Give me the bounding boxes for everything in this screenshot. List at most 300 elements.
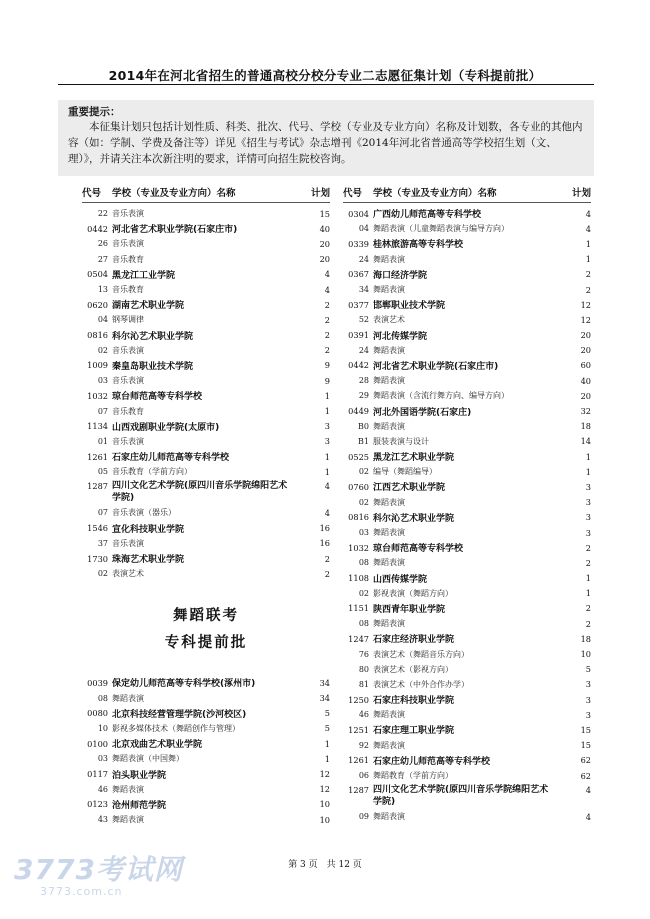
header-code: 代号 bbox=[82, 188, 102, 199]
major-row bbox=[343, 282, 591, 297]
name-cell: 舞蹈表演 bbox=[373, 421, 405, 431]
code-cell: 07 bbox=[97, 508, 108, 518]
name-cell: 舞蹈表演（含流行舞方向、编导方向） bbox=[373, 391, 509, 401]
name-cell: 河北传媒学院 bbox=[373, 331, 428, 342]
name-cell: 音乐表演（器乐） bbox=[112, 508, 176, 518]
name-cell: 音乐教育 bbox=[112, 254, 144, 264]
section-title-dance-exam: 舞蹈联考 bbox=[173, 608, 239, 625]
count-cell: 3 bbox=[585, 512, 591, 523]
name-cell: 宣化科技职业学院 bbox=[112, 524, 185, 535]
code-cell: 37 bbox=[97, 538, 108, 548]
name-cell: 石家庄经济职业学院 bbox=[373, 635, 455, 646]
count-cell: 2 bbox=[585, 618, 591, 629]
name-cell: 河北省艺术职业学院(石家庄市) bbox=[112, 225, 238, 236]
code-cell: 76 bbox=[358, 649, 369, 659]
code-cell: 0525 bbox=[348, 451, 369, 462]
code-cell: 26 bbox=[97, 239, 108, 249]
count-cell: 2 bbox=[324, 345, 330, 356]
code-cell: 02 bbox=[358, 497, 369, 507]
count-cell: 1 bbox=[585, 451, 591, 462]
school-row bbox=[343, 236, 591, 251]
count-cell: 62 bbox=[580, 770, 591, 781]
code-cell: 1730 bbox=[87, 553, 108, 564]
name-cell: 河北外国语学院(石家庄) bbox=[373, 407, 472, 418]
name-cell: 舞蹈表演 bbox=[373, 285, 405, 295]
name-cell: 沧州师范学院 bbox=[112, 800, 167, 811]
code-cell: 1546 bbox=[87, 523, 108, 534]
count-cell: 18 bbox=[580, 421, 591, 432]
major-row bbox=[343, 555, 591, 570]
name-cell: 舞蹈表演 bbox=[373, 497, 405, 507]
code-cell: 1032 bbox=[348, 542, 369, 553]
school-row bbox=[343, 297, 591, 312]
count-cell: 2 bbox=[585, 542, 591, 553]
code-cell: 02 bbox=[97, 345, 108, 355]
school-row bbox=[82, 449, 330, 464]
count-cell: 1 bbox=[324, 451, 330, 462]
count-cell: 34 bbox=[319, 677, 330, 688]
name-cell: 表演艺术（舞蹈音乐方向） bbox=[373, 649, 469, 659]
name-cell: 琼台师范高等专科学校 bbox=[112, 392, 203, 403]
code-cell: 24 bbox=[358, 345, 369, 355]
count-cell: 2 bbox=[324, 568, 330, 579]
count-cell: 40 bbox=[580, 375, 591, 386]
major-row bbox=[343, 312, 591, 327]
header-name: 学校（专业及专业方向）名称 bbox=[373, 188, 497, 199]
count-cell: 9 bbox=[324, 375, 330, 386]
major-row bbox=[82, 312, 330, 327]
code-cell: 22 bbox=[97, 209, 108, 219]
count-cell: 1 bbox=[585, 588, 591, 599]
right-column bbox=[343, 186, 591, 824]
name-cell: 表演艺术 bbox=[373, 315, 405, 325]
school-row bbox=[82, 388, 330, 403]
count-cell: 20 bbox=[580, 330, 591, 341]
code-cell: 0760 bbox=[348, 481, 369, 492]
count-cell: 20 bbox=[319, 254, 330, 265]
name-cell: 编导（舞蹈编导） bbox=[373, 467, 437, 477]
count-cell: 10 bbox=[319, 799, 330, 810]
major-row bbox=[343, 586, 591, 601]
school-row bbox=[343, 510, 591, 525]
count-cell: 4 bbox=[324, 269, 330, 280]
code-cell: 1251 bbox=[348, 724, 369, 735]
count-cell: 4 bbox=[585, 223, 591, 234]
name-cell: 舞蹈表演 bbox=[373, 345, 405, 355]
school-row bbox=[82, 221, 330, 236]
name-cell: 北京科技经营管理学院(沙河校区) bbox=[112, 709, 247, 720]
name-cell: 音乐表演 bbox=[112, 538, 144, 548]
right-list-dance bbox=[343, 206, 591, 824]
name-cell: 舞蹈表演 bbox=[373, 528, 405, 538]
name-cell: 舞蹈表演 bbox=[112, 815, 144, 825]
name-cell: 舞蹈表演（儿童舞蹈表演与编导方向） bbox=[373, 224, 509, 234]
major-row bbox=[343, 252, 591, 267]
watermark-url: 3773.com.cn bbox=[40, 885, 123, 898]
major-row bbox=[82, 236, 330, 251]
code-cell: 07 bbox=[97, 406, 108, 416]
code-cell: 13 bbox=[97, 285, 108, 295]
name-cell: 舞蹈教育（学前方向） bbox=[373, 771, 453, 781]
major-row bbox=[82, 566, 330, 581]
count-cell: 16 bbox=[319, 523, 330, 534]
code-cell: 0442 bbox=[348, 360, 369, 371]
major-row bbox=[82, 536, 330, 551]
name-cell: 山西戏剧职业学院(太原市) bbox=[112, 422, 220, 433]
name-cell: 影视表演（舞蹈方向） bbox=[373, 588, 453, 598]
school-row bbox=[343, 358, 591, 373]
major-row bbox=[82, 691, 330, 706]
left-table-header bbox=[82, 186, 330, 203]
name-cell: 音乐教育 bbox=[112, 406, 144, 416]
count-cell: 1 bbox=[585, 238, 591, 249]
code-cell: 02 bbox=[97, 569, 108, 579]
name-cell: 石家庄幼儿师范高等专科学校 bbox=[112, 453, 230, 464]
count-cell: 34 bbox=[319, 693, 330, 704]
count-cell: 2 bbox=[324, 553, 330, 564]
notice-heading: 重要提示： bbox=[68, 106, 121, 118]
major-row bbox=[82, 751, 330, 766]
code-cell: 29 bbox=[358, 391, 369, 401]
count-cell: 5 bbox=[324, 723, 330, 734]
major-row bbox=[343, 525, 591, 540]
count-cell: 1 bbox=[324, 406, 330, 417]
code-cell: 81 bbox=[358, 679, 369, 689]
code-cell: 46 bbox=[358, 710, 369, 720]
count-cell: 32 bbox=[580, 406, 591, 417]
count-cell: 5 bbox=[324, 708, 330, 719]
code-cell: 08 bbox=[358, 558, 369, 568]
major-row bbox=[82, 782, 330, 797]
code-cell: 1261 bbox=[348, 755, 369, 766]
name-cell: 音乐教育（学前方向） bbox=[112, 467, 192, 477]
code-cell: 03 bbox=[97, 376, 108, 386]
code-cell: 24 bbox=[358, 254, 369, 264]
name-cell: 河北省艺术职业学院(石家庄市) bbox=[373, 361, 499, 372]
name-cell: 四川文化艺术学院(原四川音乐学院绵阳艺术学院) bbox=[373, 785, 549, 808]
major-row bbox=[343, 343, 591, 358]
major-row bbox=[343, 646, 591, 661]
name-cell: 舞蹈表演 bbox=[373, 740, 405, 750]
count-cell: 4 bbox=[324, 481, 330, 492]
name-cell: 表演艺术（中外合作办学） bbox=[373, 679, 469, 689]
name-cell: 舞蹈表演 bbox=[112, 693, 144, 703]
code-cell: 1287 bbox=[348, 785, 369, 796]
code-cell: 10 bbox=[97, 723, 108, 733]
name-cell: 广西幼儿师范高等专科学校 bbox=[373, 210, 482, 221]
major-row bbox=[343, 662, 591, 677]
page-footer: 第 3 页 共 12 页 bbox=[288, 860, 362, 870]
school-row bbox=[343, 267, 591, 282]
name-cell: 秦皇岛职业技术学院 bbox=[112, 361, 194, 372]
school-row bbox=[343, 328, 591, 343]
section-title-batch: 专科提前批 bbox=[164, 635, 248, 652]
count-cell: 3 bbox=[324, 436, 330, 447]
count-cell: 2 bbox=[585, 269, 591, 280]
name-cell: 影视多媒体技术（舞蹈创作与管理） bbox=[112, 723, 240, 733]
count-cell: 4 bbox=[324, 507, 330, 518]
count-cell: 4 bbox=[324, 284, 330, 295]
name-cell: 舞蹈表演 bbox=[373, 558, 405, 568]
name-cell: 科尔沁艺术职业学院 bbox=[373, 513, 455, 524]
name-cell: 舞蹈表演 bbox=[373, 254, 405, 264]
count-cell: 10 bbox=[580, 649, 591, 660]
name-cell: 音乐表演 bbox=[112, 239, 144, 249]
count-cell: 3 bbox=[585, 679, 591, 690]
major-row bbox=[343, 495, 591, 510]
code-cell: 02 bbox=[358, 467, 369, 477]
code-cell: 1009 bbox=[87, 360, 108, 371]
code-cell: 27 bbox=[97, 254, 108, 264]
code-cell: 0391 bbox=[348, 330, 369, 341]
code-cell: 0123 bbox=[87, 799, 108, 810]
right-table-header bbox=[343, 186, 591, 203]
code-cell: 02 bbox=[358, 588, 369, 598]
important-notice-box bbox=[58, 100, 594, 176]
major-row bbox=[343, 419, 591, 434]
count-cell: 12 bbox=[319, 769, 330, 780]
school-row bbox=[82, 419, 330, 434]
school-row bbox=[82, 267, 330, 282]
name-cell: 江西艺术职业学院 bbox=[373, 483, 446, 494]
count-cell: 1 bbox=[324, 390, 330, 401]
major-row bbox=[343, 373, 591, 388]
major-row bbox=[343, 768, 591, 783]
count-cell: 62 bbox=[580, 755, 591, 766]
left-list-music bbox=[82, 206, 330, 581]
school-row bbox=[343, 631, 591, 646]
school-row bbox=[343, 403, 591, 418]
name-cell: 珠海艺术职业学院 bbox=[112, 555, 185, 566]
count-cell: 15 bbox=[580, 740, 591, 751]
code-cell: 0442 bbox=[87, 223, 108, 234]
count-cell: 2 bbox=[585, 284, 591, 295]
count-cell: 1 bbox=[324, 753, 330, 764]
school-row bbox=[82, 766, 330, 781]
name-cell: 钢琴调律 bbox=[112, 315, 144, 325]
name-cell: 表演艺术 bbox=[112, 569, 144, 579]
code-cell: 03 bbox=[97, 754, 108, 764]
name-cell: 舞蹈表演（中国舞） bbox=[112, 754, 184, 764]
count-cell: 4 bbox=[585, 785, 591, 796]
count-cell: 15 bbox=[580, 724, 591, 735]
name-cell: 四川文化艺术学院(原四川音乐学院绵阳艺术学院) bbox=[112, 481, 288, 504]
school-row bbox=[343, 783, 591, 809]
major-row bbox=[82, 343, 330, 358]
name-cell: 石家庄理工职业学院 bbox=[373, 726, 455, 737]
name-cell: 音乐教育 bbox=[112, 285, 144, 295]
major-row bbox=[82, 464, 330, 479]
major-row bbox=[343, 221, 591, 236]
major-row bbox=[82, 812, 330, 827]
count-cell: 1 bbox=[324, 738, 330, 749]
code-cell: 0816 bbox=[87, 330, 108, 341]
major-row bbox=[82, 721, 330, 736]
name-cell: 海口经济学院 bbox=[373, 270, 428, 281]
header-code: 代号 bbox=[343, 188, 363, 199]
name-cell: 北京戏曲艺术职业学院 bbox=[112, 740, 203, 751]
major-row bbox=[343, 677, 591, 692]
code-cell: 1261 bbox=[87, 451, 108, 462]
title-divider bbox=[58, 84, 594, 85]
count-cell: 4 bbox=[585, 811, 591, 822]
code-cell: 1134 bbox=[87, 421, 108, 432]
code-cell: 0504 bbox=[87, 269, 108, 280]
name-cell: 石家庄科技职业学院 bbox=[373, 696, 455, 707]
name-cell: 音乐表演 bbox=[112, 436, 144, 446]
header-count: 计划 bbox=[571, 188, 591, 199]
name-cell: 音乐表演 bbox=[112, 209, 144, 219]
code-cell: 34 bbox=[358, 285, 369, 295]
name-cell: 音乐表演 bbox=[112, 345, 144, 355]
count-cell: 16 bbox=[319, 538, 330, 549]
count-cell: 2 bbox=[324, 330, 330, 341]
name-cell: 邯郸职业技术学院 bbox=[373, 301, 446, 312]
count-cell: 1 bbox=[585, 254, 591, 265]
name-cell: 黑龙江工业学院 bbox=[112, 270, 176, 281]
site-watermark bbox=[14, 855, 184, 910]
name-cell: 陕西青年职业学院 bbox=[373, 604, 446, 615]
count-cell: 12 bbox=[319, 784, 330, 795]
school-row bbox=[343, 753, 591, 768]
code-cell: 1287 bbox=[87, 481, 108, 492]
count-cell: 12 bbox=[580, 299, 591, 310]
school-row bbox=[82, 736, 330, 751]
major-row bbox=[82, 434, 330, 449]
major-row bbox=[343, 707, 591, 722]
name-cell: 舞蹈表演 bbox=[373, 619, 405, 629]
count-cell: 3 bbox=[585, 481, 591, 492]
code-cell: 0620 bbox=[87, 299, 108, 310]
school-row bbox=[343, 571, 591, 586]
count-cell: 4 bbox=[585, 208, 591, 219]
count-cell: 12 bbox=[580, 314, 591, 325]
school-row bbox=[82, 551, 330, 566]
count-cell: 2 bbox=[324, 299, 330, 310]
major-row bbox=[82, 206, 330, 221]
notice-text: 本征集计划只包括计划性质、科类、批次、代号、学校（专业及专业方向）名称及计划数，各专业的其他内容（如：学制、学费及备注等）详见《招生与考试》杂志增刊《2014年河北省普通高等学校招生划（文、理）》，并请关注本次新注明的要求，详情可向招生院校咨询。 bbox=[68, 121, 583, 165]
count-cell: 1 bbox=[585, 573, 591, 584]
header-count: 计划 bbox=[310, 188, 330, 199]
count-cell: 20 bbox=[319, 238, 330, 249]
code-cell: B1 bbox=[358, 436, 369, 446]
school-row bbox=[82, 797, 330, 812]
code-cell: 0816 bbox=[348, 512, 369, 523]
header-name: 学校（专业及专业方向）名称 bbox=[112, 188, 236, 199]
school-row bbox=[82, 358, 330, 373]
count-cell: 14 bbox=[580, 436, 591, 447]
name-cell: 琼台师范高等专科学校 bbox=[373, 544, 464, 555]
name-cell: 舞蹈表演 bbox=[112, 784, 144, 794]
name-cell: 舞蹈表演 bbox=[373, 710, 405, 720]
code-cell: 0117 bbox=[87, 769, 108, 780]
code-cell: 01 bbox=[97, 436, 108, 446]
code-cell: 04 bbox=[97, 315, 108, 325]
major-row bbox=[82, 373, 330, 388]
name-cell: 山西传媒学院 bbox=[373, 574, 428, 585]
count-cell: 20 bbox=[580, 390, 591, 401]
count-cell: 1 bbox=[585, 466, 591, 477]
count-cell: 60 bbox=[580, 360, 591, 371]
count-cell: 2 bbox=[585, 557, 591, 568]
left-column bbox=[82, 186, 330, 827]
code-cell: 0304 bbox=[348, 208, 369, 219]
code-cell: 08 bbox=[358, 619, 369, 629]
major-row bbox=[82, 505, 330, 520]
count-cell: 15 bbox=[319, 208, 330, 219]
code-cell: 08 bbox=[97, 693, 108, 703]
major-row bbox=[343, 388, 591, 403]
count-cell: 3 bbox=[585, 497, 591, 508]
name-cell: 舞蹈表演 bbox=[373, 376, 405, 386]
code-cell: 03 bbox=[358, 528, 369, 538]
code-cell: 0080 bbox=[87, 708, 108, 719]
left-list-dance bbox=[82, 675, 330, 827]
code-cell: 1247 bbox=[348, 633, 369, 644]
school-row bbox=[82, 479, 330, 505]
count-cell: 2 bbox=[585, 603, 591, 614]
code-cell: 46 bbox=[97, 784, 108, 794]
school-row bbox=[343, 206, 591, 221]
name-cell: 服装表演与设计 bbox=[373, 436, 429, 446]
school-row bbox=[343, 722, 591, 737]
code-cell: 92 bbox=[358, 740, 369, 750]
major-row bbox=[343, 809, 591, 824]
code-cell: 0100 bbox=[87, 738, 108, 749]
school-row bbox=[82, 706, 330, 721]
count-cell: 3 bbox=[585, 709, 591, 720]
count-cell: 2 bbox=[324, 314, 330, 325]
code-cell: B0 bbox=[358, 421, 369, 431]
code-cell: 0339 bbox=[348, 238, 369, 249]
name-cell: 黑龙江艺术职业学院 bbox=[373, 453, 455, 464]
school-row bbox=[343, 449, 591, 464]
code-cell: 80 bbox=[358, 664, 369, 674]
code-cell: 1250 bbox=[348, 694, 369, 705]
count-cell: 3 bbox=[585, 527, 591, 538]
name-cell: 保定幼儿师范高等专科学校(涿州市) bbox=[112, 679, 256, 690]
school-row bbox=[82, 297, 330, 312]
school-row bbox=[343, 601, 591, 616]
code-cell: 52 bbox=[358, 315, 369, 325]
major-row bbox=[343, 464, 591, 479]
count-cell: 9 bbox=[324, 360, 330, 371]
major-row bbox=[82, 403, 330, 418]
code-cell: 43 bbox=[97, 815, 108, 825]
major-row bbox=[343, 738, 591, 753]
name-cell: 舞蹈表演 bbox=[373, 812, 405, 822]
count-cell: 18 bbox=[580, 633, 591, 644]
code-cell: 04 bbox=[358, 224, 369, 234]
count-cell: 5 bbox=[585, 664, 591, 675]
code-cell: 0377 bbox=[348, 299, 369, 310]
major-row bbox=[82, 282, 330, 297]
school-row bbox=[343, 692, 591, 707]
watermark-logo-text: 3773考试网 bbox=[14, 853, 183, 886]
name-cell: 表演艺术（影视方向） bbox=[373, 664, 453, 674]
name-cell: 科尔沁艺术职业学院 bbox=[112, 331, 194, 342]
count-cell: 40 bbox=[319, 223, 330, 234]
code-cell: 0039 bbox=[87, 677, 108, 688]
code-cell: 09 bbox=[358, 812, 369, 822]
school-row bbox=[82, 675, 330, 690]
code-cell: 1108 bbox=[348, 573, 369, 584]
code-cell: 06 bbox=[358, 771, 369, 781]
code-cell: 1151 bbox=[348, 603, 369, 614]
page-title: 2014年在河北省招生的普通高校分校分专业二志愿征集计划（专科提前批） bbox=[108, 68, 542, 83]
name-cell: 音乐表演 bbox=[112, 376, 144, 386]
name-cell: 泊头职业学院 bbox=[112, 770, 167, 781]
